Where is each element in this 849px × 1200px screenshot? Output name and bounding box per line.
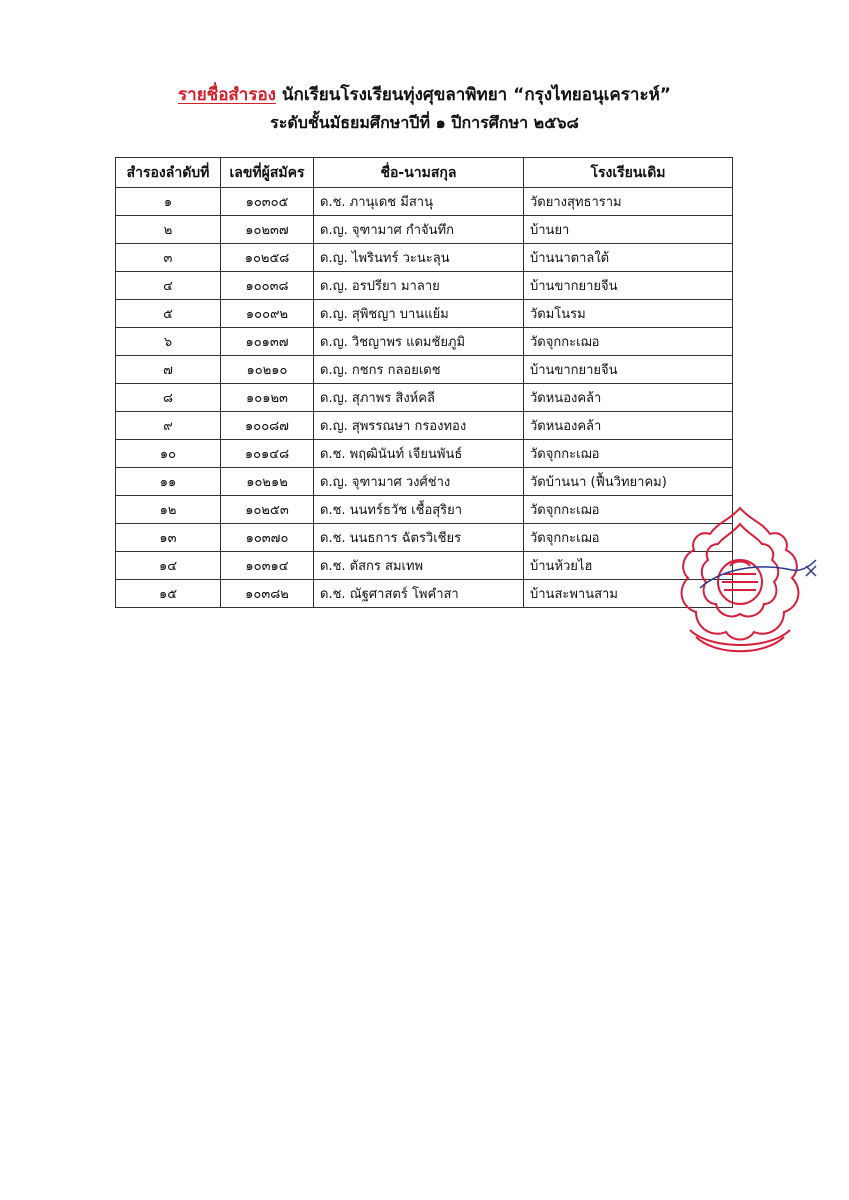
cell-applicant-number: ๑๐๒๑๐ [221, 356, 314, 384]
cell-rank: ๑๑ [116, 468, 221, 496]
table-row [116, 216, 733, 244]
cell-applicant-number: ๑๐๐๙๒ [221, 300, 314, 328]
cell-name: ด.ญ. อรปรียา มาลาย [314, 272, 524, 300]
cell-name: ด.ญ. กชกร กลอยเดช [314, 356, 524, 384]
cell-applicant-number: ๑๐๓๘๒ [221, 580, 314, 608]
cell-name: ด.ช. ภานุเดช มีสานุ [314, 188, 524, 216]
column-header-rank: สำรองลำดับที่ [116, 158, 221, 188]
cell-applicant-number: ๑๐๓๑๔ [221, 552, 314, 580]
table-row [116, 440, 733, 468]
cell-rank: ๑๓ [116, 524, 221, 552]
cell-previous-school: วัดจุกกะเฌอ [524, 496, 733, 524]
school-seal-stamp [660, 500, 820, 675]
cell-applicant-number: ๑๐๓๐๕ [221, 188, 314, 216]
table-row [116, 412, 733, 440]
cell-name: ด.ญ. สุพิชญา บานแย้ม [314, 300, 524, 328]
cell-previous-school: บ้านห้วยไฮ [524, 552, 733, 580]
table-row [116, 356, 733, 384]
cell-previous-school: วัดบ้านนา (ฟื้นวิทยาคม) [524, 468, 733, 496]
cell-applicant-number: ๑๐๒๑๒ [221, 468, 314, 496]
cell-rank: ๙ [116, 412, 221, 440]
cell-rank: ๘ [116, 384, 221, 412]
cell-previous-school: วัดยางสุทธาราม [524, 188, 733, 216]
seal-center-arc [730, 562, 750, 567]
cell-applicant-number: ๑๐๐๘๗ [221, 412, 314, 440]
document-subtitle: ระดับชั้นมัธยมศึกษาปีที่ ๑ ปีการศึกษา ๒๕๖๘ [270, 113, 579, 132]
cell-previous-school: วัดหนองคล้า [524, 384, 733, 412]
cell-applicant-number: ๑๐๑๓๗ [221, 328, 314, 356]
cell-previous-school: วัดมโนรม [524, 300, 733, 328]
cell-name: ด.ช. นนทร์ธวัช เชื้อสุริยา [314, 496, 524, 524]
cell-name: ด.ญ. สุภาพร สิงห์คลี [314, 384, 524, 412]
table-row [116, 244, 733, 272]
signature-mark [806, 566, 816, 576]
cell-applicant-number: ๑๐๓๗๐ [221, 524, 314, 552]
cell-rank: ๑๒ [116, 496, 221, 524]
cell-previous-school: บ้านขากยายจีน [524, 272, 733, 300]
cell-previous-school: วัดจุกกะเฌอ [524, 524, 733, 552]
cell-previous-school: บ้านสะพานสาม [524, 580, 733, 608]
cell-previous-school: วัดจุกกะเฌอ [524, 328, 733, 356]
title-reserve-list: รายชื่อสำรอง [178, 85, 276, 105]
cell-name: ด.ช. พฤฒินันท์ เจียนพันธ์ [314, 440, 524, 468]
table-row [116, 328, 733, 356]
cell-applicant-number: ๑๐๒๕๓ [221, 496, 314, 524]
cell-rank: ๑๐ [116, 440, 221, 468]
column-header-name: ชื่อ-นามสกุล [314, 158, 524, 188]
cell-rank: ๑๕ [116, 580, 221, 608]
cell-applicant-number: ๑๐๒๓๗ [221, 216, 314, 244]
cell-applicant-number: ๑๐๐๓๘ [221, 272, 314, 300]
cell-rank: ๑ [116, 188, 221, 216]
cell-rank: ๗ [116, 356, 221, 384]
cell-name: ด.ญ. ไพรินทร์ วะนะลุน [314, 244, 524, 272]
document-title-block [0, 82, 849, 136]
reserve-list-table [115, 157, 733, 608]
column-header-applicant-number: เลขที่ผู้สมัคร [221, 158, 314, 188]
cell-previous-school: บ้านนาตาลใต้ [524, 244, 733, 272]
table-body [116, 188, 733, 608]
table-row [116, 524, 733, 552]
cell-rank: ๕ [116, 300, 221, 328]
cell-name: ด.ช. ณัฐศาสตร์ โพคำสา [314, 580, 524, 608]
table-row [116, 580, 733, 608]
table-row [116, 384, 733, 412]
table-row [116, 468, 733, 496]
title-school-name: นักเรียนโรงเรียนทุ่งศุขลาพิทยา “กรุงไทยอนุเคราะห์” [281, 85, 671, 105]
cell-applicant-number: ๑๐๒๕๘ [221, 244, 314, 272]
cell-name: ด.ญ. จุฑามาศ กำจันทึก [314, 216, 524, 244]
table-row [116, 188, 733, 216]
table-row [116, 272, 733, 300]
column-header-previous-school: โรงเรียนเดิม [524, 158, 733, 188]
table-row [116, 496, 733, 524]
cell-previous-school: วัดหนองคล้า [524, 412, 733, 440]
cell-rank: ๖ [116, 328, 221, 356]
table-row [116, 300, 733, 328]
table-row [116, 552, 733, 580]
document-title [0, 82, 849, 108]
cell-previous-school: บ้านยา [524, 216, 733, 244]
table-header-row [116, 158, 733, 188]
cell-name: ด.ช. นนธการ ฉัตรวิเชียร [314, 524, 524, 552]
seal-inner-flame [702, 524, 779, 616]
cell-name: ด.ช. ตัสกร สมเทพ [314, 552, 524, 580]
cell-previous-school: วัดจุกกะเฌอ [524, 440, 733, 468]
cell-rank: ๔ [116, 272, 221, 300]
seal-center-lines [722, 574, 758, 590]
cell-name: ด.ญ. สุพรรณษา กรองทอง [314, 412, 524, 440]
cell-rank: ๑๔ [116, 552, 221, 580]
cell-applicant-number: ๑๐๑๔๘ [221, 440, 314, 468]
cell-previous-school: บ้านขากยายจีน [524, 356, 733, 384]
cell-rank: ๒ [116, 216, 221, 244]
cell-applicant-number: ๑๐๑๒๓ [221, 384, 314, 412]
cell-name: ด.ญ. วิชญาพร แดมชัยภูมิ [314, 328, 524, 356]
cell-rank: ๓ [116, 244, 221, 272]
cell-name: ด.ญ. จุฑามาศ วงศ์ช่าง [314, 468, 524, 496]
